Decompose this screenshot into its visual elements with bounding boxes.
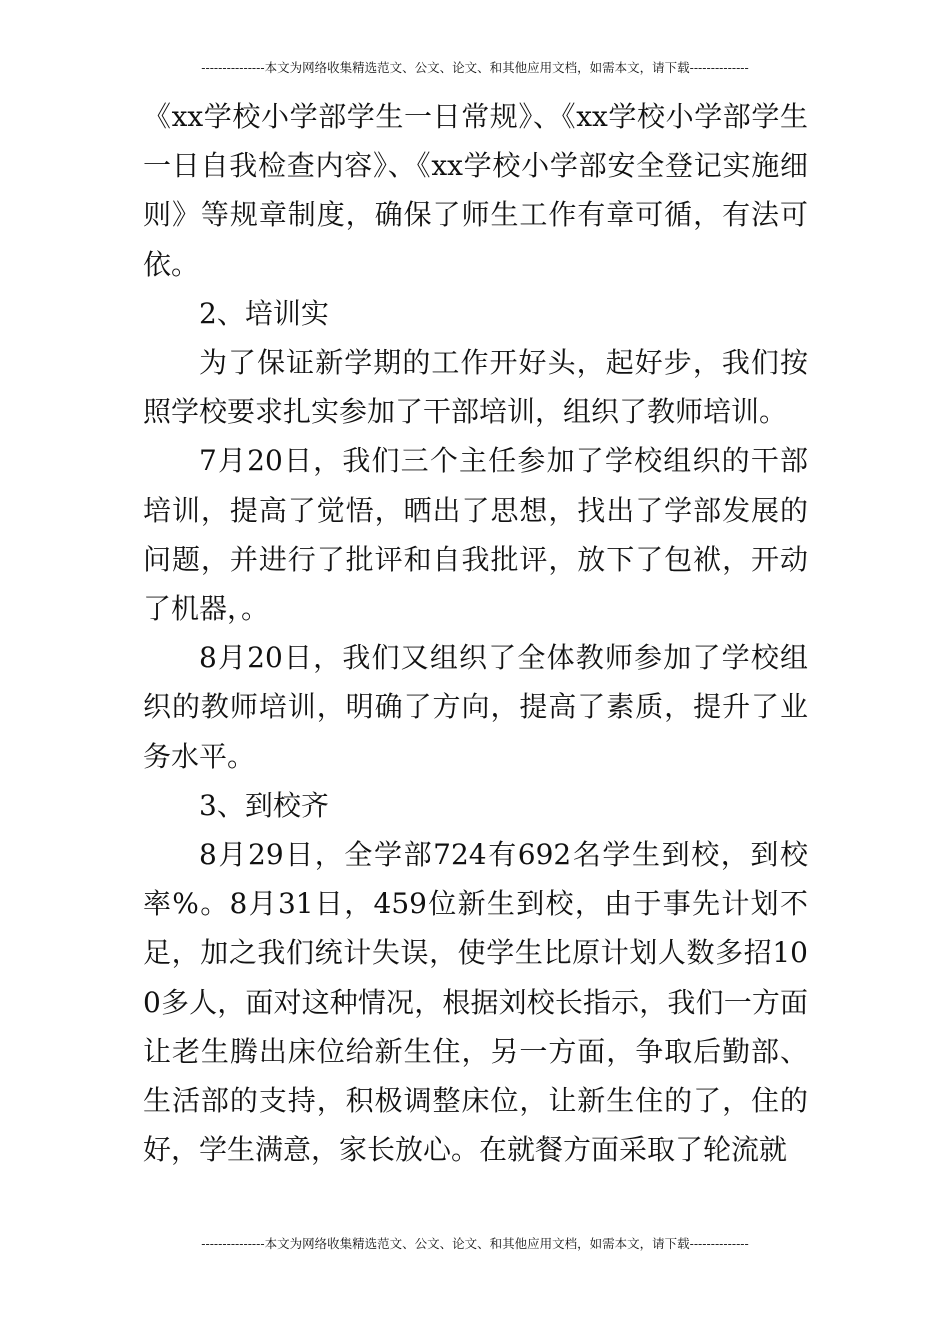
document-body [143,92,808,1174]
heading-arrival: 3、到校齐 [199,788,329,822]
paragraph-regulations: 《xx学校小学部学生一日常规》、《xx学校小学部学生一日自我检查内容》、《xx学校小学部安全登记实施细则》等规章制度，确保了师生工作有章可循，有法可依。 [143,100,808,281]
heading-training: 2、培训实 [199,296,329,330]
paragraph-august-training: 8月20日，我们又组织了全体教师参加了学校组织的教师培训，明确了方向，提高了素质，提升了业务水平。 [143,641,808,773]
header-banner: ---------------本文为网络收集精选范文、公文、论文、和其他应用文档，如需本文，请下载-------------- [201,60,749,75]
paragraph-training-intro: 为了保证新学期的工作开好头，起好步，我们按照学校要求扎实参加了干部培训，组织了教师培训。 [143,346,808,429]
footer-banner: ---------------本文为网络收集精选范文、公文、论文、和其他应用文档，如需本文，请下载-------------- [201,1236,749,1251]
paragraph-arrival: 8月29日，全学部724有692名学生到校，到校率%。8月31日，459位新生到校，由于事先计划不足，加之我们统计失误，使学生比原计划人数多招100多人，面对这种情况，根据刘校长指示，我们一方面让老生腾出床位给新生住，另一方面，争取后勤部、生活部的支持，积极调整床位，让新生住的了，住的好，学生满意，家长放心。在就餐方面采取了轮流就 [143,838,808,1167]
paragraph-july-training: 7月20日，我们三个主任参加了学校组织的干部培训，提高了觉悟，晒出了思想，找出了学部发展的问题，并进行了批评和自我批评，放下了包袱，开动了机器，。 [143,444,808,626]
